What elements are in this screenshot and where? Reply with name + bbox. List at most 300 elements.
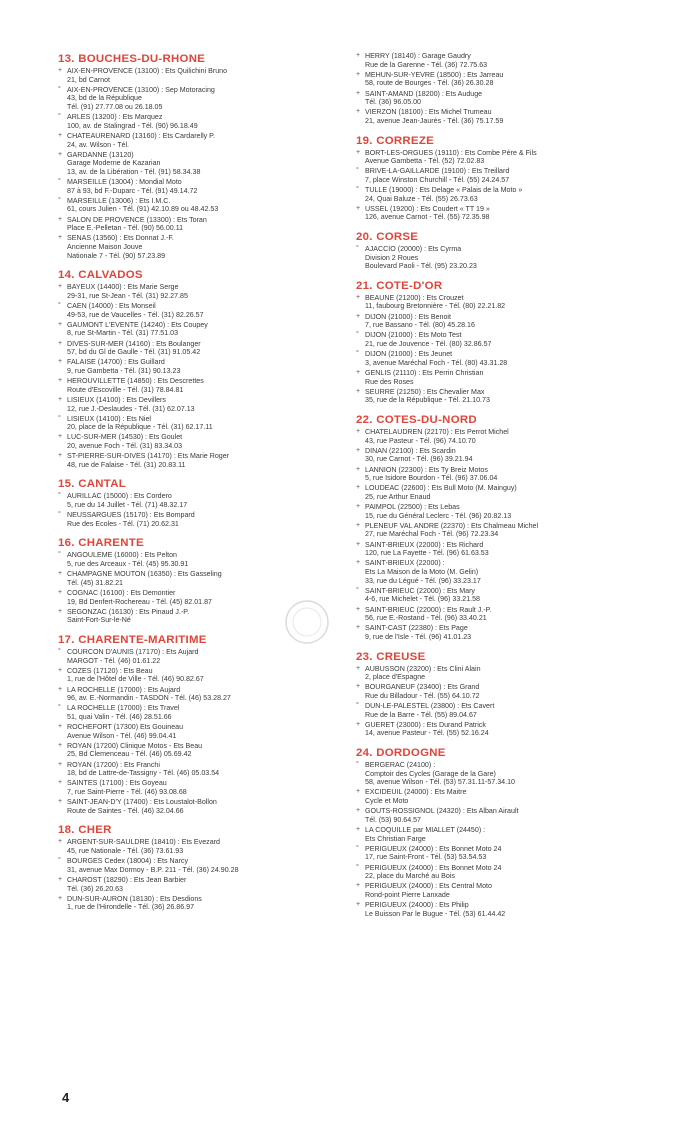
dealer-entry	[58, 396, 333, 413]
dealer-type-marker: °	[58, 647, 61, 655]
dealer-address-line: 20, avenue Foch - Tél. (31) 83.34.03	[67, 442, 183, 451]
dealer-type-marker: +	[356, 148, 361, 156]
dealer-address-line: 30, rue Carnot - Tél. (96) 39.21.94	[365, 455, 473, 464]
dealer-type-marker: +	[58, 741, 63, 749]
dealer-address-line: Ets Christian Farge	[365, 834, 426, 843]
dealer-type-marker: +	[356, 882, 361, 890]
dealer-type-marker: °	[356, 331, 359, 339]
dealer-name-line: GARDANNE (13120)	[67, 150, 134, 159]
dealer-type-marker: +	[356, 446, 361, 454]
dealer-entry	[58, 321, 333, 338]
dealer-address-line: 11, faubourg Bretonnière - Tél. (80) 22.21.82	[365, 302, 506, 311]
dealer-entry	[356, 788, 656, 805]
dealer-name-line: DINAN (22100) : Ets Scardin	[365, 446, 456, 455]
department-heading: 13. BOUCHES-DU-RHONE	[58, 53, 206, 65]
dealer-type-marker: +	[58, 666, 63, 674]
dealer-entry	[58, 570, 333, 587]
dealer-entry	[356, 71, 656, 88]
dealer-address-line: Rue des Roses	[365, 377, 414, 386]
dealer-name-line: MARSEILLE (13006) : Ets I.M.C.	[67, 196, 171, 205]
dealer-name-line: DUN-SUR-AURON (18130) : Ets Desdions	[67, 894, 202, 903]
dealer-entry	[58, 433, 333, 450]
dealer-address-line: 1, rue de l'Hôtel de Ville - Tél. (46) 90.82.67	[67, 675, 204, 684]
dealer-entry	[356, 428, 656, 445]
dealer-entry	[356, 369, 656, 386]
dealer-type-marker: +	[58, 215, 63, 223]
dealer-address-line: Division 2 Roues	[365, 253, 419, 262]
dealer-entry	[356, 665, 656, 682]
dealer-name-line: CHATEAURENARD (13160) : Ets Cardarelly P.	[67, 131, 215, 140]
dealer-address-line: 5, rue Isidore Bourdon - Tél. (96) 37.06.04	[365, 474, 498, 483]
dealer-type-marker: +	[356, 503, 361, 511]
dealer-type-marker: +	[356, 204, 361, 212]
dealer-entry	[58, 779, 333, 796]
dealer-name-line: SAINT-BRIEUX (22000) : Ets Richard	[365, 540, 484, 549]
dealer-name-line: SEGONZAC (16130) : Ets Pinaud J.-P.	[67, 607, 190, 616]
dealer-entry	[58, 704, 333, 721]
dealer-entry	[356, 294, 656, 311]
dealer-address-line: Rue de la Barre - Tél. (55) 89.04.67	[365, 710, 477, 719]
dealer-entry	[58, 234, 333, 260]
dealer-type-marker: +	[58, 875, 63, 883]
dealer-name-line: DIJON (21000) : Ets Moto Test	[365, 331, 462, 340]
dealer-address-line: 18, bd de Lattre-de-Tassigny - Tél. (46) 05.03.54	[67, 769, 220, 778]
dealer-name-line: AUBUSSON (23200) : Ets Clini Alain	[365, 664, 481, 673]
dealer-name-line: MARSEILLE (13004) : Mondial Moto	[67, 178, 182, 187]
dealer-name-line: BEAUNE (21200) : Ets Crouzet	[365, 293, 464, 302]
dealer-name-line: BOURGANEUF (23400) : Ets Grand	[365, 683, 480, 692]
dealer-entry	[356, 807, 656, 824]
dealer-entry	[58, 86, 333, 112]
dealer-entry	[356, 606, 656, 623]
dealer-name-line: LOUDEAC (22600) : Ets Bull Moto (M. Mainguy)	[365, 484, 517, 493]
dealer-address-line: 51, quai Valin - Tél. (46) 28.51.66	[67, 712, 172, 721]
dealer-type-marker: +	[58, 588, 63, 596]
dealer-name-line: SAINTES (17100) : Ets Goyeau	[67, 779, 167, 788]
department-heading: 16. CHARENTE	[58, 537, 144, 550]
dealer-entry	[58, 551, 333, 568]
dealer-type-marker: +	[356, 540, 361, 548]
dealer-name-line: SAINT-BRIEUX (22000) :	[365, 559, 445, 568]
dealer-entry	[356, 484, 656, 501]
dealer-type-marker: +	[356, 312, 361, 320]
dealer-address-line: Avenue Wilson - Tél. (46) 99.04.41	[67, 731, 177, 740]
dealer-entry	[58, 113, 333, 130]
dealer-address-line: 21, avenue Jean-Jaurès - Tél. (36) 75.17.59	[365, 116, 504, 125]
dealer-type-marker: °	[356, 350, 359, 358]
dealer-name-line: PLENEUF VAL ANDRE (22370) : Ets Chalmeau Michel	[365, 521, 539, 530]
dealer-address-line: 14, avenue Pasteur - Tél. (55) 52.16.24	[365, 729, 489, 738]
dealer-name-line: SAINT-CAST (22380) : Ets Page	[365, 624, 468, 633]
dealer-type-marker: +	[58, 67, 63, 74]
dealer-address-line: Route d'Escoville - Tél. (31) 78.84.81	[67, 385, 184, 394]
dealer-address-line: 20, place de la République - Tél. (31) 62.17.11	[67, 423, 213, 432]
dealer-address-line: 45, rue Nationale - Tél. (36) 73.61.93	[67, 846, 184, 855]
left-column	[58, 52, 333, 920]
dealer-name-line: PERIGUEUX (24000) : Ets Bonnet Moto 24	[365, 863, 502, 872]
dealer-entry	[356, 503, 656, 520]
department-heading: 21. COTE-D'OR	[356, 279, 443, 292]
dealer-entry	[58, 742, 333, 759]
dealer-address-line: Ancienne Maison Jouve	[67, 243, 143, 252]
dealer-entry	[356, 52, 656, 69]
dealer-type-marker: +	[58, 723, 63, 731]
dealer-entry	[356, 624, 656, 641]
dealer-address-line: 25, rue Arthur Enaud	[365, 492, 431, 501]
dealer-entry	[58, 895, 333, 912]
dealer-address-line: 22, place du Marché au Bois	[365, 872, 455, 881]
dealer-entry	[58, 340, 333, 357]
dealer-type-marker: +	[58, 838, 63, 846]
dealer-address-line: Cycle et Moto	[365, 797, 409, 806]
dealer-type-marker: +	[356, 901, 361, 909]
dealer-address-line: Rue du Billadour - Tél. (55) 64.10.72	[365, 691, 480, 700]
page-number: 4	[62, 1090, 70, 1105]
dealer-name-line: ROCHEFORT (17300) Ets Gouineau	[67, 723, 184, 732]
dealer-name-line: MEHUN-SUR-YEVRE (18500) : Ets Jarreau	[365, 70, 504, 79]
dealer-type-marker: °	[58, 196, 61, 204]
dealer-name-line: SEURRE (21250) : Ets Chevalier Max	[365, 387, 485, 396]
dealer-type-marker: +	[356, 521, 361, 529]
dealer-address-line: 87 à 93, bd F.-Duparc - Tél. (91) 49.14.72	[67, 186, 198, 195]
dealer-type-marker: +	[356, 52, 361, 59]
dealer-type-marker: +	[58, 131, 63, 139]
dealer-address-line: 35, rue de la République - Tél. 21.10.73	[365, 396, 490, 405]
dealer-name-line: BERGERAC (24100) :	[365, 761, 436, 770]
dealer-type-marker: +	[356, 826, 361, 833]
dealer-address-line: 3, avenue Maréchal Foch - Tél. (80) 43.31.28	[365, 358, 508, 367]
dealer-address-line: 21, rue de Jouvence - Tél. (80) 32.86.57	[365, 340, 492, 348]
dealer-entry	[356, 761, 656, 787]
dealer-address-line: 5, rue des Arceaux - Tél. (45) 95.30.91	[67, 560, 189, 568]
dealer-address-line: Place E.-Pelletan - Tél. (90) 56.00.11	[67, 224, 184, 233]
dealer-address-line: 15, rue du Général Leclerc - Tél. (96) 20.82.13	[365, 511, 512, 520]
department-heading: 19. CORREZE	[356, 134, 434, 147]
dealer-address-line: 2, place d'Espagne	[365, 673, 426, 682]
dealer-address-line: Rue des Ecoles - Tél. (71) 20.62.31	[67, 519, 179, 528]
dealer-name-line: COURCON D'AUNIS (17170) : Ets Aujard	[67, 647, 199, 656]
dealer-entry	[58, 686, 333, 703]
dealer-name-line: PERIGUEUX (24000) : Ets Central Moto	[365, 882, 492, 891]
dealer-entry	[356, 541, 656, 558]
dealer-name-line: USSEL (19200) : Ets Coudert « TT 19 »	[365, 204, 490, 213]
dealer-type-marker: °	[356, 863, 359, 871]
dealer-address-line: 61, cours Julien - Tél. (91) 42.10.89 ou 48.42.53	[67, 205, 219, 214]
dealer-name-line: ROYAN (17200) : Ets Franchi	[67, 760, 160, 769]
department-section	[356, 413, 656, 642]
dealer-type-marker: +	[58, 377, 63, 385]
dealer-name-line: ARLES (13200) : Ets Marquez	[67, 113, 163, 122]
dealer-name-line: CHAMPAGNE MOUTON (16350) : Ets Gasseling	[67, 570, 222, 579]
dealer-name-line: LUC-SUR-MER (14530) : Ets Goulet	[67, 433, 183, 442]
dealer-address-line: Tél. (53) 90.64.57	[365, 815, 421, 824]
dealer-address-line: 1, rue de l'Hirondelle - Tél. (36) 26.86.97	[67, 903, 195, 912]
dealer-type-marker: +	[356, 624, 361, 632]
dealer-name-line: PERIGUEUX (24000) : Ets Philip	[365, 901, 469, 910]
dealer-name-line: COGNAC (16100) : Ets Demontier	[67, 588, 176, 597]
dealer-name-line: CHAROST (18290) : Ets Jean Barbier	[67, 875, 187, 884]
dealer-address-line: 7, place Winston Churchill - Tél. (55) 24.24.57	[365, 175, 510, 184]
dealer-entry	[58, 415, 333, 432]
dealer-type-marker: °	[58, 857, 61, 865]
dealer-address-line: 27, rue Maréchal Foch - Tél. (96) 72.23.34	[365, 530, 499, 539]
dealer-type-marker: °	[356, 167, 359, 175]
dealer-address-line: Tél. (36) 96.05.00	[365, 98, 421, 107]
dealer-address-line: Tél. (36) 26.20.63	[67, 884, 123, 893]
dealer-entry	[356, 205, 656, 222]
dealer-entry	[356, 186, 656, 203]
dealer-address-line: 31, avenue Max Dormoy - B.P. 211 - Tél. (36) 24.90.28	[67, 865, 239, 874]
dealer-address-line: 9, rue de l'Isle - Tél. (96) 41.01.23	[365, 632, 472, 641]
department-heading: 14. CALVADOS	[58, 269, 143, 282]
dealer-name-line: TULLE (19000) : Ets Delage « Palais de la Moto »	[365, 186, 523, 195]
dealer-name-line: EXCIDEUIL (24000) : Ets Maitre	[365, 788, 467, 797]
dealer-address-line: Rond-point Pierre Lanxade	[365, 890, 450, 899]
dealer-address-line: 48, rue de Falaise - Tél. (31) 20.83.11	[67, 460, 186, 469]
dealer-name-line: LANNION (22300) : Ets Ty Breiz Motos	[365, 465, 488, 474]
dealer-address-line: 43, rue Pasteur - Tél. (96) 74.10.70	[365, 436, 476, 445]
dealer-address-line: Garage Moderne de Kazarian	[67, 159, 161, 168]
dealer-address-line: 33, rue du Légué - Tél. (96) 33.23.17	[365, 576, 481, 585]
dealer-name-line: FALAISE (14700) : Ets Guillard	[67, 358, 165, 367]
dealer-entry	[356, 901, 656, 918]
dealer-type-marker: +	[58, 283, 63, 291]
dealer-type-marker: +	[356, 387, 361, 395]
department-section	[356, 746, 656, 918]
dealer-address-line: 57, bd du Gl de Gaulle - Tél. (31) 91.05.42	[67, 348, 201, 357]
dealer-type-marker: +	[58, 358, 63, 366]
dealer-address-line: Route de Saintes - Tél. (46) 32.04.66	[67, 806, 184, 815]
department-section	[58, 268, 333, 469]
dealer-entry	[356, 683, 656, 700]
dealer-entry	[356, 149, 656, 166]
dealer-name-line: ANGOULEME (16000) : Ets Pelton	[67, 551, 177, 560]
dealer-type-marker: +	[58, 894, 63, 902]
dealer-address-line: 17, rue Saint-Front - Tél. (53) 53.54.53	[365, 853, 487, 862]
dealer-name-line: AURILLAC (15000) : Ets Cordero	[67, 492, 172, 501]
dealer-entry	[356, 350, 656, 367]
dealer-address-line: 29-31, rue St-Jean - Tél. (31) 92.27.85	[67, 291, 188, 300]
dealer-name-line: VIERZON (18100) : Ets Michel Trumeau	[365, 108, 492, 117]
dealer-address-line: Le Buisson Par le Bugue - Tél. (53) 61.44.42	[365, 909, 506, 918]
dealer-entry	[356, 845, 656, 862]
dealer-entry	[58, 876, 333, 893]
dealer-type-marker: +	[58, 433, 63, 441]
dealer-type-marker: °	[356, 702, 359, 710]
dealer-name-line: LISIEUX (14100) : Ets Niel	[67, 414, 151, 423]
dealer-entry	[58, 492, 333, 509]
dealer-type-marker: °	[58, 178, 61, 186]
dealer-entry	[356, 447, 656, 464]
dealer-address-line: 120, rue La Fayette - Tél. (96) 61.63.53	[365, 549, 489, 558]
dealer-entry	[356, 313, 656, 330]
dealer-type-marker: +	[58, 798, 63, 806]
dealer-type-marker: +	[58, 760, 63, 768]
dealer-entry	[356, 522, 656, 539]
dealer-name-line: PERIGUEUX (24000) : Ets Bonnet Moto 24	[365, 844, 502, 853]
dealer-type-marker: +	[356, 484, 361, 492]
dealer-entry	[356, 466, 656, 483]
dealer-name-line: LA ROCHELLE (17000) : Ets Travel	[67, 704, 180, 713]
dealer-entry	[356, 721, 656, 738]
dealer-name-line: SAINT-JEAN-D'Y (17400) : Ets Loustalot-Bollon	[67, 798, 217, 807]
dealer-type-marker: +	[58, 607, 63, 615]
dealer-type-marker: +	[356, 70, 361, 78]
dealer-entry	[58, 838, 333, 855]
dealer-entry	[58, 667, 333, 684]
dealer-type-marker: °	[356, 586, 359, 594]
dealer-address-line: 56, rue E.-Rostand - Tél. (96) 33.40.21	[365, 614, 487, 623]
dealer-type-marker: +	[356, 427, 361, 435]
dealer-name-line: BAYEUX (14400) : Ets Marie Serge	[67, 283, 179, 292]
department-section	[356, 230, 656, 271]
dealer-name-line: SALON DE PROVENCE (13300) : Ets Toran	[67, 215, 207, 224]
department-section	[356, 134, 656, 223]
dealer-address-line: 126, avenue Carnot - Tél. (55) 72.35.98	[365, 213, 490, 222]
dealer-type-marker: °	[356, 186, 359, 194]
dealer-address-line: 24, Quai Baluze - Tél. (55) 26.73.63	[365, 194, 478, 203]
dealer-type-marker: +	[58, 779, 63, 787]
dealer-name-line: DIJON (21000) : Ets Jeunet	[365, 350, 453, 359]
dealer-type-marker: +	[356, 807, 361, 815]
dealer-type-marker: +	[356, 108, 361, 116]
dealer-type-marker: °	[356, 844, 359, 852]
dealer-type-marker: +	[58, 395, 63, 403]
dealer-name-line: SAINT-AMAND (18200) : Ets Auduge	[365, 89, 483, 98]
department-heading: 18. CHER	[58, 824, 112, 837]
dealer-type-marker: +	[58, 150, 63, 158]
dealer-address-line: 58, avenue Wilson - Tél. (53) 57.31.11-57.34.10	[365, 778, 515, 787]
dealer-address-line: 7, rue Saint-Pierre - Tél. (46) 93.08.68	[67, 788, 187, 796]
dealer-address-line: 13, av. de la Libération - Tél. (91) 58.34.38	[67, 167, 201, 176]
dealer-type-marker: +	[356, 683, 361, 691]
dealer-name-line: GAUMONT L'EVENTE (14240) : Ets Coupey	[67, 320, 208, 329]
dealer-entry	[58, 511, 333, 528]
dealer-type-marker: +	[356, 605, 361, 613]
dealer-address-line: Tél. (91) 27.77.08 ou 26.18.05	[67, 102, 163, 111]
dealer-entry	[58, 216, 333, 233]
dealer-name-line: GENLIS (21110) : Ets Perrin Christian	[365, 368, 484, 377]
dealer-type-marker: °	[58, 85, 61, 93]
dealer-entry	[58, 857, 333, 874]
department-section	[58, 633, 333, 815]
dealer-address-line: 24, av. Wilson - Tél.	[67, 140, 130, 149]
department-section	[356, 279, 656, 405]
dealer-name-line: PAIMPOL (22500) : Ets Lebas	[365, 503, 460, 512]
dealer-type-marker: °	[58, 492, 61, 500]
department-heading: 24. DORDOGNE	[356, 747, 446, 760]
dealer-address-line: Boulevard Paoli - Tél. (95) 23.20.23	[365, 262, 477, 271]
dealer-name-line: AIX-EN-PROVENCE (13100) : Ets Quilichini Bruno	[67, 67, 228, 75]
right-column	[356, 52, 656, 926]
dealer-address-line: Ets La Maison de la Moto (M. Gelin)	[365, 568, 479, 576]
dealer-address-line: Avenue Gambetta - Tél. (52) 72.02.83	[365, 157, 485, 166]
dealer-address-line: Tél. (45) 31.82.21	[67, 578, 123, 587]
dealer-name-line: GUERET (23000) : Ets Durand Patrick	[365, 720, 486, 729]
department-section	[58, 477, 333, 528]
dealer-type-marker: °	[356, 761, 359, 769]
dealer-name-line: GOUTS-ROSSIGNOL (24320) : Ets Alban Airault	[365, 807, 519, 816]
dealer-type-marker: °	[58, 113, 61, 121]
dealer-name-line: ST-PIERRE-SUR-DIVES (14170) : Ets Marie Roger	[67, 452, 230, 461]
dealer-entry	[356, 702, 656, 719]
department-section	[356, 650, 656, 739]
dealer-name-line: BOURGES Cedex (18004) : Ets Narcy	[67, 857, 189, 866]
dealer-type-marker: +	[356, 559, 361, 567]
dealer-type-marker: +	[58, 339, 63, 347]
dealer-name-line: ROYAN (17200) Clinique Motos - Ets Beau	[67, 741, 203, 750]
dealer-type-marker: +	[58, 320, 63, 328]
department-heading: 17. CHARENTE-MARITIME	[58, 633, 207, 646]
dealer-address-line: 21, bd Carnot	[67, 75, 110, 84]
department-heading: 15. CANTAL	[58, 478, 126, 491]
dealer-entry	[58, 723, 333, 740]
dealer-entry	[58, 197, 333, 214]
dealer-address-line: Comptoir des Cycles (Garage de la Gare)	[365, 769, 496, 778]
dealer-name-line: LISIEUX (14100) : Ets Devillers	[67, 395, 166, 404]
department-section	[58, 823, 333, 912]
dealer-entry	[356, 108, 656, 125]
dealer-entry	[356, 587, 656, 604]
dealer-entry	[58, 178, 333, 195]
dealer-address-line: 4-6, rue Michelet - Tél. (96) 33.21.58	[365, 595, 481, 604]
dealer-entry	[356, 864, 656, 881]
dealer-name-line: HEROUVILLETTE (14850) : Ets Descrettes	[67, 377, 204, 386]
department-heading: 23. CREUSE	[356, 650, 426, 663]
dealer-address-line: 12, rue J.-Deslaudes - Tél. (31) 62.07.13	[67, 404, 195, 413]
dealer-type-marker: +	[356, 664, 361, 672]
dealer-type-marker: +	[356, 465, 361, 473]
dealer-address-line: 58, route de Bourges - Tél. (36) 26.30.28	[365, 79, 494, 88]
department-section	[58, 52, 333, 260]
dealer-address-line: 100, av. de Stalingrad - Tél. (90) 96.18.49	[67, 121, 198, 130]
dealer-type-marker: +	[356, 720, 361, 728]
dealer-entry	[58, 67, 333, 84]
dealer-name-line: DIJON (21000) : Ets Benoit	[365, 312, 451, 321]
dealer-name-line: DIVES-SUR-MER (14160) : Ets Boulanger	[67, 339, 201, 348]
department-section	[356, 52, 656, 126]
dealer-name-line: SAINT-BRIEUC (22000) : Ets Rault J.-P.	[365, 605, 492, 614]
dealer-address-line: 7, rue Bassano - Tél. (80) 45.28.16	[365, 321, 475, 330]
dealer-address-line: 25, Bd Clemenceau - Tél. (46) 05.69.42	[67, 750, 192, 759]
dealer-type-marker: +	[58, 570, 63, 578]
dealer-type-marker: +	[356, 788, 361, 796]
dealer-entry	[58, 761, 333, 778]
dealer-name-line: BRIVE-LA-GAILLARDE (19100) : Ets Treillard	[365, 167, 510, 176]
dealer-name-line: SAINT-BRIEUC (22000) : Ets Mary	[365, 586, 475, 595]
dealer-address-line: 96, av. E.-Normandin - TASDON - Tél. (46) 53.28.27	[67, 694, 231, 703]
dealer-name-line: CAEN (14000) : Ets Monseil	[67, 302, 156, 310]
dealer-type-marker: +	[356, 89, 361, 97]
dealer-name-line: CHATELAUDREN (22170) : Ets Perrot Michel	[365, 427, 509, 436]
dealer-entry	[58, 283, 333, 300]
dealer-name-line: HERRY (18140) : Garage Gaudry	[365, 52, 471, 60]
dealer-address-line: Rue de la Garenne - Tél. (36) 72.75.63	[365, 60, 488, 69]
dealer-entry	[58, 377, 333, 394]
dealer-address-line: MARGOT - Tél. (46) 01.61.22	[67, 656, 161, 665]
dealer-type-marker: °	[58, 302, 61, 309]
dealer-type-marker: °	[58, 551, 61, 559]
dealer-entry	[356, 90, 656, 107]
dealer-type-marker: °	[58, 704, 61, 712]
dealer-name-line: AIX-EN-PROVENCE (13100) : Sep Motoracing	[67, 85, 215, 94]
dealer-entry	[58, 648, 333, 665]
dealer-address-line: 43, bd de la République	[67, 94, 142, 103]
dealer-type-marker: °	[58, 414, 61, 422]
dealer-type-marker: +	[58, 452, 63, 460]
dealer-entry	[356, 245, 656, 271]
dealer-name-line: NEUSSARGUES (15170) : Ets Bompard	[67, 511, 195, 520]
